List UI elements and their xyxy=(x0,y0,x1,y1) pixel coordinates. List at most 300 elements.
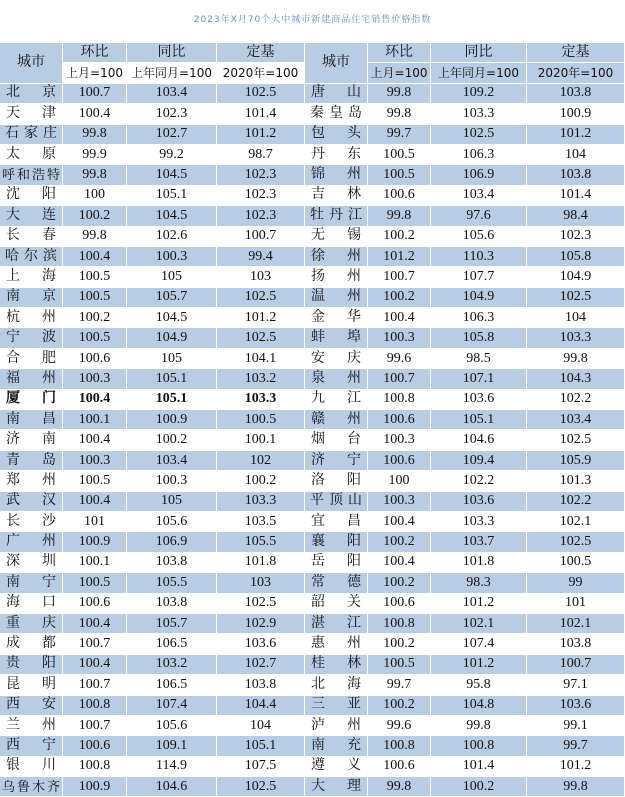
fixed-value-left: 105.5 xyxy=(217,532,305,552)
city-cell-left xyxy=(0,288,63,308)
city-name: 丹 东 xyxy=(311,146,361,162)
yoy-value-right: 110.3 xyxy=(431,247,527,267)
fixed-value-left: 103 xyxy=(217,267,305,287)
table-row xyxy=(0,451,625,471)
mom-value-right: 100.2 xyxy=(368,573,431,593)
mom-value-right: 100.5 xyxy=(368,145,431,165)
yoy-value-right: 95.8 xyxy=(431,675,527,695)
table-row xyxy=(0,227,625,247)
mom-value-right: 100.2 xyxy=(368,288,431,308)
city-cell-left xyxy=(0,655,63,675)
mom-value-right: 100.8 xyxy=(368,614,431,634)
fixed-value-right: 102.2 xyxy=(527,390,625,410)
table-row xyxy=(0,349,625,369)
city-cell-left xyxy=(0,104,63,124)
header-fixed-left: 定基 xyxy=(217,43,305,63)
city-cell-right xyxy=(305,716,368,736)
mom-value-right: 99.8 xyxy=(368,104,431,124)
city-name: 北 海 xyxy=(311,676,361,692)
yoy-value-left: 100.3 xyxy=(127,247,217,267)
yoy-value-left: 103.4 xyxy=(127,84,217,104)
fixed-value-left: 102.7 xyxy=(217,655,305,675)
yoy-value-right: 102.1 xyxy=(431,614,527,634)
yoy-value-left: 103.8 xyxy=(127,594,217,614)
yoy-value-left: 103.2 xyxy=(127,655,217,675)
city-name: 南 宁 xyxy=(6,574,56,590)
city-name: 烟 台 xyxy=(311,432,361,448)
mom-value-right: 100.2 xyxy=(368,227,431,247)
yoy-value-left: 106.5 xyxy=(127,675,217,695)
yoy-value-left: 104.9 xyxy=(127,328,217,348)
mom-value-left: 100.8 xyxy=(63,696,127,716)
fixed-value-left: 101.2 xyxy=(217,308,305,328)
mom-value-left: 100.7 xyxy=(63,84,127,104)
city-cell-right xyxy=(305,655,368,675)
city-cell-right xyxy=(305,451,368,471)
fixed-value-left: 100.5 xyxy=(217,410,305,430)
header-fixed-right: 定基 xyxy=(527,43,625,63)
yoy-value-left: 100.9 xyxy=(127,410,217,430)
header-yoy-base-right: 上年同月=100 xyxy=(431,63,527,83)
fixed-value-left: 103.3 xyxy=(217,390,305,410)
city-name: 青 岛 xyxy=(6,452,56,468)
header-mom-base-left: 上月=100 xyxy=(63,63,127,83)
fixed-value-right: 101.2 xyxy=(527,125,625,145)
city-name: 重 庆 xyxy=(6,615,56,631)
city-cell-left xyxy=(0,390,63,410)
city-cell-right xyxy=(305,104,368,124)
mom-value-left: 99.9 xyxy=(63,145,127,165)
city-cell-right xyxy=(305,757,368,777)
fixed-value-left: 101.2 xyxy=(217,125,305,145)
table-row xyxy=(0,573,625,593)
fixed-value-right: 102.1 xyxy=(527,614,625,634)
table-row xyxy=(0,84,625,104)
city-name: 唐 山 xyxy=(311,85,361,101)
city-name: 徐 州 xyxy=(311,248,361,264)
header-mom-base-right: 上月=100 xyxy=(368,63,431,83)
yoy-value-right: 103.7 xyxy=(431,532,527,552)
city-name: 沈 阳 xyxy=(6,187,56,203)
fixed-value-left: 102.3 xyxy=(217,165,305,185)
city-cell-left xyxy=(0,532,63,552)
yoy-value-left: 103.4 xyxy=(127,451,217,471)
city-cell-right xyxy=(305,125,368,145)
city-cell-left xyxy=(0,328,63,348)
city-name: 牡 丹 江 xyxy=(310,207,362,223)
city-cell-right xyxy=(305,573,368,593)
mom-value-right: 100.7 xyxy=(368,267,431,287)
city-name: 襄 阳 xyxy=(311,534,361,550)
fixed-value-left: 100.2 xyxy=(217,471,305,491)
header-yoy-right: 同比 xyxy=(431,43,527,63)
fixed-value-left: 102.5 xyxy=(217,328,305,348)
fixed-value-right: 102.2 xyxy=(527,492,625,512)
city-name: 哈 尔 滨 xyxy=(5,248,57,264)
city-name: 西 宁 xyxy=(6,737,56,753)
fixed-value-right: 103.8 xyxy=(527,84,625,104)
yoy-value-right: 106.3 xyxy=(431,308,527,328)
city-name: 广 州 xyxy=(6,534,56,550)
header-row-1 xyxy=(0,43,625,63)
header-city-left: 城市 xyxy=(0,43,63,84)
table-row xyxy=(0,430,625,450)
table-row xyxy=(0,696,625,716)
yoy-value-right: 103.6 xyxy=(431,390,527,410)
table-row xyxy=(0,757,625,777)
fixed-value-left: 107.5 xyxy=(217,757,305,777)
city-name: 银 川 xyxy=(6,758,56,774)
yoy-value-left: 100.3 xyxy=(127,471,217,491)
city-cell-left xyxy=(0,125,63,145)
fixed-value-left: 104 xyxy=(217,716,305,736)
city-cell-left xyxy=(0,84,63,104)
mom-value-right: 99.8 xyxy=(368,206,431,226)
price-index-table xyxy=(0,43,625,797)
city-cell-right xyxy=(305,145,368,165)
mom-value-left: 101 xyxy=(63,512,127,532)
city-cell-right xyxy=(305,390,368,410)
city-name: 无 锡 xyxy=(311,228,361,244)
fixed-value-left: 99.4 xyxy=(217,247,305,267)
fixed-value-right: 99.8 xyxy=(527,349,625,369)
mom-value-right: 100.4 xyxy=(368,512,431,532)
city-name: 呼和浩特 xyxy=(2,167,60,183)
fixed-value-right: 100.7 xyxy=(527,655,625,675)
city-cell-left xyxy=(0,349,63,369)
city-name: 南 昌 xyxy=(6,411,56,427)
mom-value-right: 99.8 xyxy=(368,84,431,104)
fixed-value-left: 103.8 xyxy=(217,675,305,695)
table-row xyxy=(0,675,625,695)
yoy-value-right: 105.6 xyxy=(431,227,527,247)
table-row xyxy=(0,390,625,410)
city-name: 宜 昌 xyxy=(311,513,361,529)
mom-value-right: 100.3 xyxy=(368,430,431,450)
fixed-value-left: 104.1 xyxy=(217,349,305,369)
mom-value-left: 100.9 xyxy=(63,777,127,797)
table-row xyxy=(0,410,625,430)
city-cell-left xyxy=(0,186,63,206)
city-name: 安 庆 xyxy=(311,350,361,366)
fixed-value-right: 102.5 xyxy=(527,430,625,450)
mom-value-right: 99.8 xyxy=(368,777,431,797)
header-fixed-base-left: 2020年=100 xyxy=(217,63,305,83)
city-name: 南 充 xyxy=(311,737,361,753)
table-row xyxy=(0,736,625,756)
yoy-value-right: 103.6 xyxy=(431,492,527,512)
city-name: 宁 波 xyxy=(6,330,56,346)
mom-value-right: 100.6 xyxy=(368,451,431,471)
city-cell-left xyxy=(0,757,63,777)
city-cell-right xyxy=(305,471,368,491)
fixed-value-right: 104 xyxy=(527,308,625,328)
yoy-value-left: 105.5 xyxy=(127,573,217,593)
yoy-value-right: 98.3 xyxy=(431,573,527,593)
mom-value-left: 100.7 xyxy=(63,634,127,654)
city-cell-right xyxy=(305,634,368,654)
mom-value-left: 100.1 xyxy=(63,410,127,430)
city-name: 济 南 xyxy=(6,432,56,448)
fixed-value-left: 102.5 xyxy=(217,84,305,104)
yoy-value-left: 104.5 xyxy=(127,206,217,226)
city-name: 北 京 xyxy=(6,85,56,101)
table-row xyxy=(0,777,625,797)
table-row xyxy=(0,532,625,552)
city-name: 蚌 埠 xyxy=(311,330,361,346)
mom-value-left: 100.5 xyxy=(63,328,127,348)
table-row xyxy=(0,492,625,512)
fixed-value-left: 102.5 xyxy=(217,288,305,308)
fixed-value-left: 102.5 xyxy=(217,777,305,797)
fixed-value-left: 100.7 xyxy=(217,227,305,247)
yoy-value-right: 103.4 xyxy=(431,186,527,206)
header-yoy-base-left: 上年同月=100 xyxy=(127,63,217,83)
mom-value-left: 100.2 xyxy=(63,206,127,226)
table-row xyxy=(0,614,625,634)
city-name: 武 汉 xyxy=(6,493,56,509)
fixed-value-right: 99.7 xyxy=(527,736,625,756)
mom-value-right: 100.7 xyxy=(368,369,431,389)
city-cell-right xyxy=(305,492,368,512)
city-cell-left xyxy=(0,308,63,328)
fixed-value-left: 101.4 xyxy=(217,104,305,124)
fixed-value-right: 105.9 xyxy=(527,451,625,471)
fixed-value-right: 101.2 xyxy=(527,757,625,777)
table-row xyxy=(0,512,625,532)
city-cell-right xyxy=(305,430,368,450)
city-cell-left xyxy=(0,451,63,471)
city-name: 乌鲁木齐 xyxy=(2,778,60,794)
city-cell-left xyxy=(0,512,63,532)
city-cell-left xyxy=(0,471,63,491)
fixed-value-left: 103.2 xyxy=(217,369,305,389)
yoy-value-right: 101.2 xyxy=(431,594,527,614)
mom-value-left: 99.8 xyxy=(63,165,127,185)
yoy-value-left: 106.9 xyxy=(127,532,217,552)
fixed-value-right: 103.3 xyxy=(527,328,625,348)
table-row xyxy=(0,716,625,736)
city-cell-right xyxy=(305,206,368,226)
city-name: 扬 州 xyxy=(311,268,361,284)
fixed-value-left: 102.5 xyxy=(217,594,305,614)
table-row xyxy=(0,186,625,206)
mom-value-right: 100.4 xyxy=(368,553,431,573)
yoy-value-left: 105 xyxy=(127,267,217,287)
yoy-value-right: 106.3 xyxy=(431,145,527,165)
yoy-value-left: 114.9 xyxy=(127,757,217,777)
yoy-value-left: 105.6 xyxy=(127,512,217,532)
mom-value-left: 100.5 xyxy=(63,471,127,491)
fixed-value-right: 100.9 xyxy=(527,104,625,124)
city-name: 南 京 xyxy=(6,289,56,305)
mom-value-right: 100.3 xyxy=(368,492,431,512)
fixed-value-right: 104 xyxy=(527,145,625,165)
mom-value-left: 100.2 xyxy=(63,308,127,328)
fixed-value-right: 100.5 xyxy=(527,553,625,573)
city-cell-left xyxy=(0,634,63,654)
yoy-value-right: 109.2 xyxy=(431,84,527,104)
yoy-value-right: 105.1 xyxy=(431,410,527,430)
mom-value-left: 100.7 xyxy=(63,675,127,695)
city-name: 济 宁 xyxy=(311,452,361,468)
city-name: 三 亚 xyxy=(311,697,361,713)
city-cell-right xyxy=(305,594,368,614)
yoy-value-left: 103.8 xyxy=(127,553,217,573)
mom-value-right: 99.6 xyxy=(368,716,431,736)
mom-value-right: 99.7 xyxy=(368,125,431,145)
city-cell-left xyxy=(0,410,63,430)
yoy-value-left: 105.7 xyxy=(127,614,217,634)
city-cell-right xyxy=(305,165,368,185)
yoy-value-right: 103.3 xyxy=(431,104,527,124)
city-name: 金 华 xyxy=(311,309,361,325)
table-row xyxy=(0,328,625,348)
mom-value-left: 100 xyxy=(63,186,127,206)
city-name: 泸 州 xyxy=(311,717,361,733)
city-cell-left xyxy=(0,736,63,756)
city-name: 湛 江 xyxy=(311,615,361,631)
city-cell-left xyxy=(0,247,63,267)
city-cell-right xyxy=(305,553,368,573)
table-row xyxy=(0,634,625,654)
mom-value-left: 100.7 xyxy=(63,716,127,736)
mom-value-left: 100.5 xyxy=(63,573,127,593)
yoy-value-left: 107.4 xyxy=(127,696,217,716)
city-cell-right xyxy=(305,512,368,532)
yoy-value-left: 106.5 xyxy=(127,634,217,654)
mom-value-left: 100.6 xyxy=(63,594,127,614)
city-cell-left xyxy=(0,614,63,634)
city-name: 惠 州 xyxy=(311,636,361,652)
city-name: 岳 阳 xyxy=(311,554,361,570)
mom-value-left: 100.3 xyxy=(63,451,127,471)
yoy-value-left: 102.3 xyxy=(127,104,217,124)
mom-value-right: 100.6 xyxy=(368,186,431,206)
fixed-value-left: 98.7 xyxy=(217,145,305,165)
city-cell-left xyxy=(0,227,63,247)
mom-value-left: 100.9 xyxy=(63,532,127,552)
yoy-value-right: 107.4 xyxy=(431,634,527,654)
fixed-value-right: 99.1 xyxy=(527,716,625,736)
city-name: 平 顶 山 xyxy=(310,493,362,509)
fixed-value-right: 103.8 xyxy=(527,634,625,654)
fixed-value-left: 102.3 xyxy=(217,186,305,206)
mom-value-left: 100.6 xyxy=(63,736,127,756)
mom-value-right: 100.4 xyxy=(368,308,431,328)
fixed-value-right: 104.3 xyxy=(527,369,625,389)
fixed-value-right: 104.9 xyxy=(527,267,625,287)
city-cell-right xyxy=(305,675,368,695)
city-name: 遵 义 xyxy=(311,758,361,774)
city-cell-right xyxy=(305,84,368,104)
header-mom-left: 环比 xyxy=(63,43,127,63)
city-name: 贵 阳 xyxy=(6,656,56,672)
city-name: 泉 州 xyxy=(311,370,361,386)
fixed-value-left: 103.3 xyxy=(217,492,305,512)
table-row xyxy=(0,655,625,675)
city-cell-right xyxy=(305,736,368,756)
city-cell-left xyxy=(0,696,63,716)
mom-value-left: 100.8 xyxy=(63,757,127,777)
table-row xyxy=(0,125,625,145)
mom-value-right: 101.2 xyxy=(368,247,431,267)
mom-value-left: 100.1 xyxy=(63,553,127,573)
yoy-value-left: 105.1 xyxy=(127,390,217,410)
city-name: 石 家 庄 xyxy=(5,126,57,142)
city-cell-right xyxy=(305,186,368,206)
yoy-value-left: 100.2 xyxy=(127,430,217,450)
city-cell-left xyxy=(0,369,63,389)
city-name: 吉 林 xyxy=(311,187,361,203)
city-name: 杭 州 xyxy=(6,309,56,325)
city-cell-right xyxy=(305,696,368,716)
city-cell-right xyxy=(305,227,368,247)
yoy-value-right: 107.1 xyxy=(431,369,527,389)
fixed-value-left: 100.1 xyxy=(217,430,305,450)
mom-value-right: 100.5 xyxy=(368,655,431,675)
mom-value-right: 100 xyxy=(368,471,431,491)
city-cell-left xyxy=(0,553,63,573)
table-row xyxy=(0,288,625,308)
mom-value-left: 100.3 xyxy=(63,369,127,389)
mom-value-left: 100.4 xyxy=(63,247,127,267)
table-row xyxy=(0,165,625,185)
city-cell-left xyxy=(0,267,63,287)
city-name: 包 头 xyxy=(311,126,361,142)
city-cell-left xyxy=(0,145,63,165)
city-name: 韶 关 xyxy=(311,595,361,611)
city-cell-right xyxy=(305,288,368,308)
city-name: 温 州 xyxy=(311,289,361,305)
mom-value-right: 99.7 xyxy=(368,675,431,695)
city-name: 九 江 xyxy=(311,391,361,407)
mom-value-right: 99.6 xyxy=(368,349,431,369)
yoy-value-left: 104.5 xyxy=(127,308,217,328)
city-cell-right xyxy=(305,532,368,552)
yoy-value-right: 102.5 xyxy=(431,125,527,145)
fixed-value-left: 101.8 xyxy=(217,553,305,573)
fixed-value-left: 103.5 xyxy=(217,512,305,532)
city-name: 天 津 xyxy=(6,105,56,121)
table-row xyxy=(0,308,625,328)
mom-value-left: 100.5 xyxy=(63,267,127,287)
yoy-value-left: 102.7 xyxy=(127,125,217,145)
mom-value-left: 100.6 xyxy=(63,349,127,369)
yoy-value-right: 104.9 xyxy=(431,288,527,308)
city-cell-left xyxy=(0,492,63,512)
city-name: 成 都 xyxy=(6,636,56,652)
table-row xyxy=(0,247,625,267)
city-cell-right xyxy=(305,308,368,328)
mom-value-right: 100.3 xyxy=(368,328,431,348)
table-row xyxy=(0,553,625,573)
mom-value-right: 100.8 xyxy=(368,390,431,410)
fixed-value-left: 103 xyxy=(217,573,305,593)
mom-value-left: 100.4 xyxy=(63,430,127,450)
city-name: 洛 阳 xyxy=(311,472,361,488)
fixed-value-left: 104.4 xyxy=(217,696,305,716)
yoy-value-left: 105.1 xyxy=(127,369,217,389)
city-name: 桂 林 xyxy=(311,656,361,672)
city-cell-right xyxy=(305,777,368,797)
fixed-value-right: 102.5 xyxy=(527,532,625,552)
mom-value-right: 100.6 xyxy=(368,410,431,430)
header-yoy-left: 同比 xyxy=(127,43,217,63)
yoy-value-right: 98.5 xyxy=(431,349,527,369)
city-name: 合 肥 xyxy=(6,350,56,366)
city-cell-left xyxy=(0,206,63,226)
